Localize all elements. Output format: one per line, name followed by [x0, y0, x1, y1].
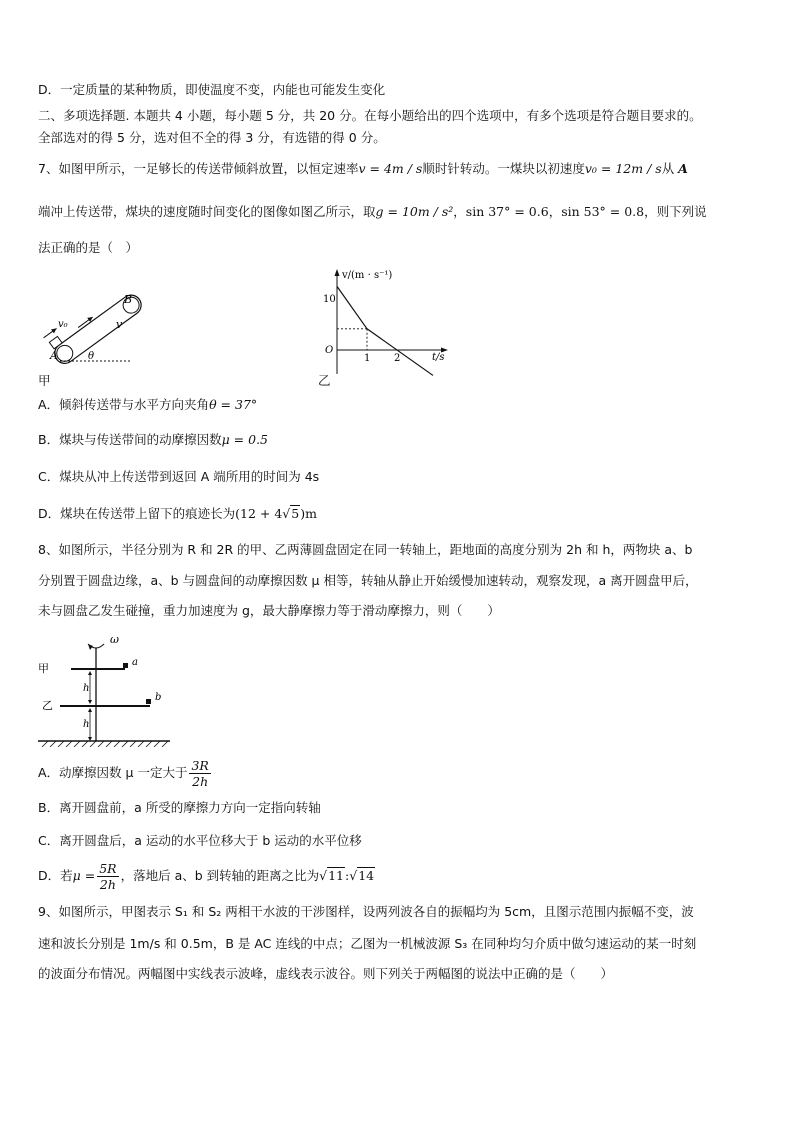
q7-option-d-math-1: (12 + 4 [235, 506, 283, 521]
q7-option-b [38, 432, 268, 448]
q8-option-d-num: 5R [99, 861, 117, 876]
q8-option-a-num: 3R [191, 758, 209, 773]
q7-option-d-math-2: )m [300, 506, 317, 521]
graph-tick-2: 2 [394, 353, 401, 364]
q8-line2: 分别置于圆盘边缘，a、b 与圆盘间的动摩擦因数 μ 相等，转轴从静止开始缓慢加速转动，观察发现，a 离开圆盘甲后， [38, 573, 698, 588]
q8-figure [38, 630, 178, 748]
q9-line3: 的波面分布情况。两幅图中实线表示波峰，虚线表示波谷。则下列关于两幅图的说法中正确的是（ ） [38, 966, 614, 981]
q7-point-a: A [678, 161, 688, 176]
label-h-upper: h [83, 683, 90, 694]
q9-line2: 速和波长分别是 1m/s 和 0.5m，B 是 AC 连线的中点；乙图为一机械波源 S₃ 在同种均匀介质中做匀速运动的某一时刻 [38, 936, 697, 951]
q8-option-a [38, 757, 213, 789]
q8-option-d: D．若μ = $\frac{5R}{2h}$ ，落地后 a、b 到转轴的距离之比为√11:√14 [38, 861, 375, 892]
q8-option-d-root2: 14 [358, 868, 375, 883]
block-b [146, 699, 151, 704]
q8-option-d-text-a: D．若 [38, 868, 73, 883]
option-d-prev: D．一定质量的某种物质，即使温度不变，内能也可能发生变化 [38, 82, 386, 97]
q7-sin37: sin 37° = 0.6 [465, 204, 549, 219]
q8-option-d-fraction [97, 861, 118, 892]
graph-segment-1 [337, 286, 367, 328]
label-a: a [132, 657, 138, 668]
q8-option-a-den: 2h [192, 774, 209, 789]
q8-option-a-text: A．动摩擦因数 μ 一定大于 [38, 765, 188, 780]
label-jia: 甲 [38, 662, 49, 675]
q8-option-c: C．离开圆盘后，a 运动的水平位移大于 b 运动的水平位移 [38, 833, 362, 848]
q7-line3: 法正确的是（ ） [38, 240, 139, 255]
q7-vt-graph [320, 266, 450, 378]
q7-option-a-text: A．倾斜传送带与水平方向夹角 [38, 397, 210, 412]
q8-option-d-colon: : [345, 868, 350, 883]
q7-option-b-text: B．煤块与传送带间的动摩擦因数 [38, 432, 222, 447]
q9-line1: 9、如图所示，甲图表示 S₁ 和 S₂ 两相干水波的干涉图样，设两列波各自的振幅均为 5cm，且图示范围内振幅不变，波 [38, 904, 694, 919]
q8-line1: 8、如图所示，半径分别为 R 和 2R 的甲、乙两薄圆盘固定在同一转轴上，距地面的高度分别为 2h 和 h，两物块 a、b [38, 542, 693, 557]
q7-line2: 端冲上传送带，煤块的速度随时间变化的图像如图乙所示，取g = 10m / s²，sin 37° = 0.6，sin 53° = 0.8，则下列说 [38, 204, 707, 219]
omega-label: ω [110, 633, 119, 646]
q7-text-e: ，则下列说 [644, 204, 707, 219]
q8-option-b: B．离开圆盘前，a 所受的摩擦力方向一定指向转轴 [38, 800, 321, 815]
q8-option-d-text-b: ，落地后 a、b 到转轴的距离之比为 [120, 868, 320, 883]
graph-tick-1: 1 [364, 353, 371, 364]
q7-option-d-radicand: 5 [291, 506, 300, 521]
graph-tick-10: 10 [323, 294, 336, 305]
q7-option-c: C．煤块从冲上传送带到返回 A 端所用的时间为 4s [38, 469, 320, 484]
label-h-lower: h [83, 719, 90, 730]
fig-label-theta: θ [88, 351, 95, 362]
q7-option-d-text: D．煤块在传送带上留下的痕迹长为 [38, 506, 236, 521]
fig-label-a: A [50, 349, 58, 362]
fig-label-v0: v₀ [58, 319, 68, 330]
q7-figure-jia [38, 290, 168, 386]
q8-option-a-fraction [189, 758, 210, 789]
label-b: b [155, 692, 162, 703]
label-yi: 乙 [42, 699, 53, 712]
q7-gravity: g = 10m / s² [375, 204, 454, 219]
graph-x-label: t/s [432, 352, 445, 363]
q7-text-c: 从 [661, 161, 679, 176]
fig-label-b: B [124, 293, 133, 306]
q7-speed: v = 4m / s [358, 161, 423, 176]
graph-origin: O [325, 345, 334, 356]
q7-option-b-math: μ = 0.5 [221, 432, 269, 447]
graph-y-label: v/(m · s⁻¹) [342, 270, 393, 281]
fig-label-v: v [116, 318, 123, 331]
q7-initial-speed: v₀ = 12m / s [584, 161, 662, 176]
q7-text-b: 顺时针转动。一煤块以初速度 [422, 161, 585, 176]
q7-line1 [38, 161, 688, 177]
q7-option-a [38, 397, 257, 413]
q8-line3: 未与圆盘乙发生碰撞，重力加速度为 g，最大静摩擦力等于滑动摩擦力，则（ ） [38, 603, 500, 618]
q7-fig-jia-label: 甲 [38, 373, 51, 388]
section-scoring: 全部选对的得 5 分，选对但不全的得 3 分，有选错的得 0 分。 [38, 130, 386, 145]
q7-text-d: 端冲上传送带，煤块的速度随时间变化的图像如图乙所示，取 [38, 204, 376, 219]
q7-sin53: sin 53° = 0.8 [561, 204, 645, 219]
block-a [123, 663, 128, 668]
q7-option-a-math: θ = 37° [209, 397, 258, 412]
q8-option-d-root1: 11 [328, 868, 345, 883]
q8-option-d-mu: μ = [72, 868, 96, 883]
q8-option-d-den: 2h [99, 877, 116, 892]
q7-option-d: D．煤块在传送带上留下的痕迹长为(12 + 4√5)m [38, 506, 317, 521]
q7-fig-yi-label: 乙 [318, 373, 331, 388]
q7-text-a: 7、如图甲所示，一足够长的传送带倾斜放置，以恒定速率 [38, 161, 359, 176]
section-heading: 二、多项选择题. 本题共 4 小题，每小题 5 分，共 20 分。在每小题给出的四个选项中，有多个选项是符合题目要求的。 [38, 108, 702, 123]
